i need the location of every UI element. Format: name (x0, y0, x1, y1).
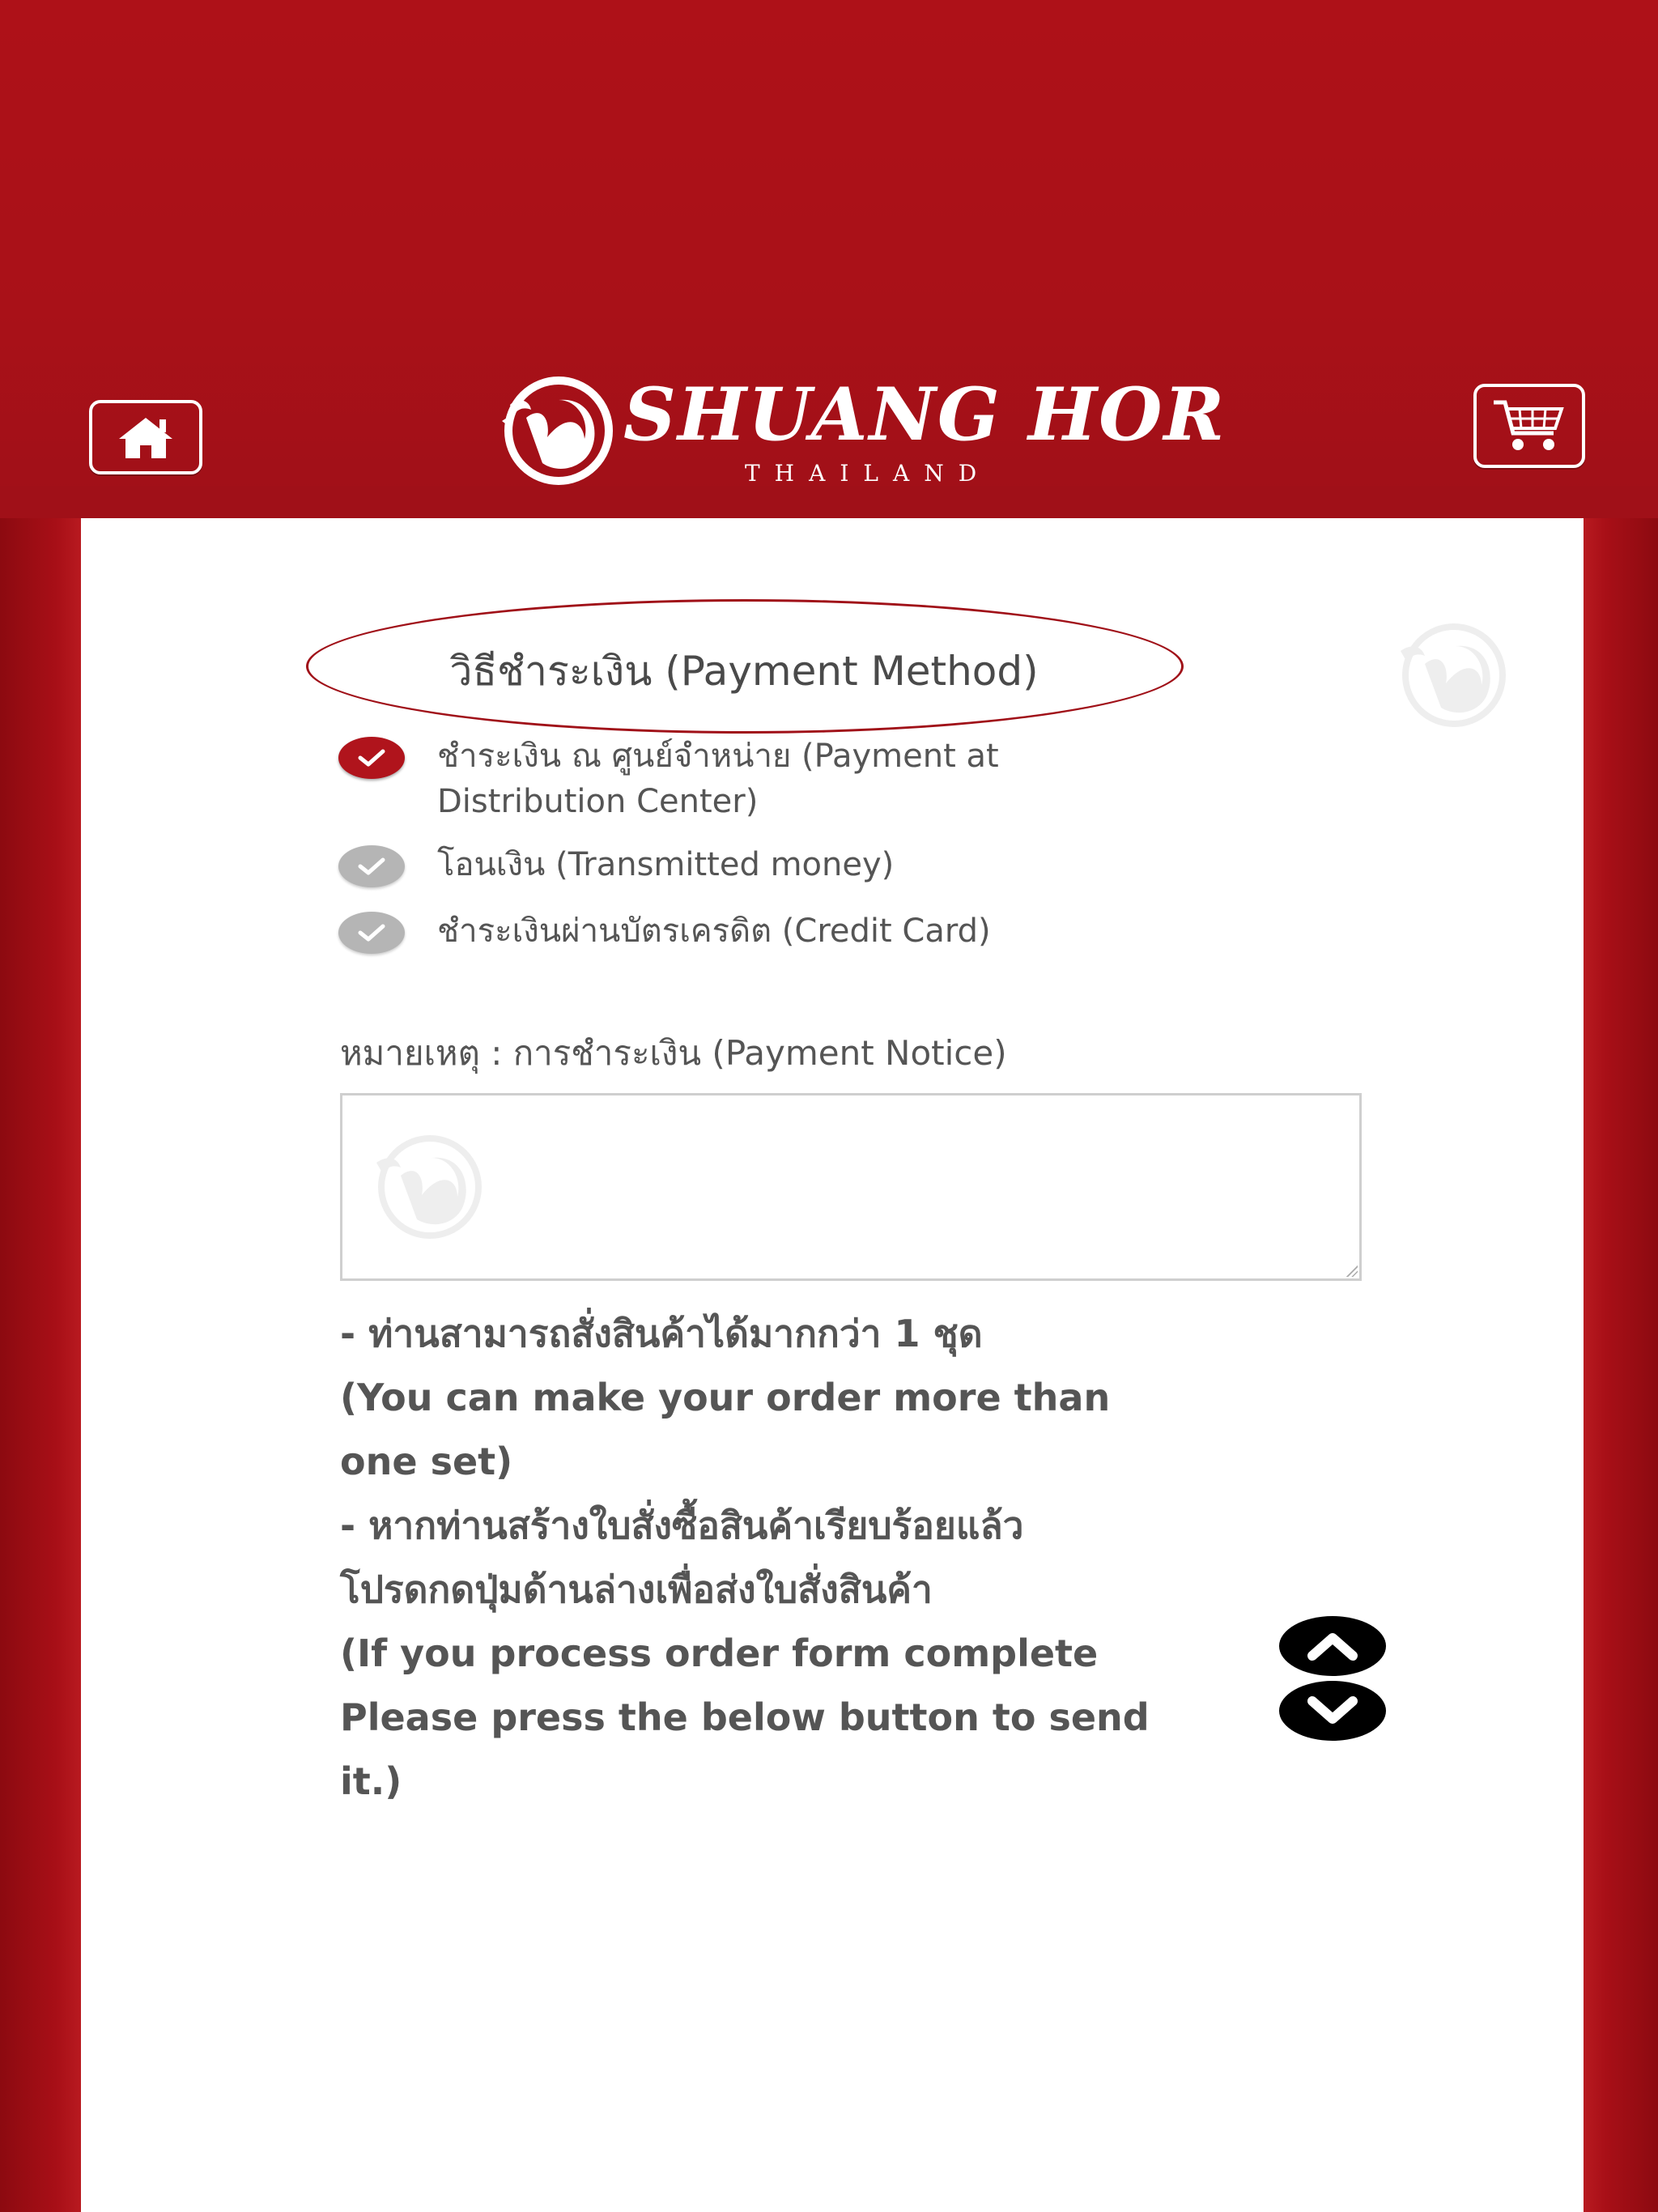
home-button[interactable] (89, 400, 202, 474)
instruction-line: (You can make your order more than (340, 1376, 1111, 1419)
instruction-line: โปรดกดปุ่มด้านล่างเพื่อส่งใบสั่งสินค้า (340, 1568, 933, 1611)
check-circle-icon[interactable] (338, 845, 405, 887)
logo-watermark-icon (368, 1130, 482, 1244)
cart-button[interactable] (1473, 384, 1585, 468)
payment-notice-label: หมายเหตุ : การชำระเงิน (Payment Notice) (340, 1033, 1007, 1073)
brand-subtitle: THAILAND (745, 460, 992, 487)
payment-option-distribution-center[interactable] (338, 734, 1391, 824)
right-border (1584, 518, 1658, 2212)
check-circle-icon[interactable] (338, 737, 405, 779)
instruction-line: - หากท่านสร้างใบสั่งซื้อสินค้าเรียบร้อยแล้ว (340, 1504, 1024, 1547)
instruction-line: - ท่านสามารถสั่งสินค้าได้มากกว่า 1 ชุด (340, 1312, 983, 1355)
instruction-line: one set) (340, 1440, 513, 1483)
payment-method-title: วิธีชำระเงิน (Payment Method) (449, 648, 1039, 695)
resize-grip-icon[interactable] (1346, 1266, 1358, 1277)
shopping-cart-icon (1490, 398, 1568, 454)
left-border (0, 518, 81, 2212)
chevron-down-icon (1304, 1695, 1361, 1727)
payment-option-transfer[interactable] (338, 842, 1391, 887)
instruction-line: it.) (340, 1759, 402, 1803)
instruction-line: (If you process order form complete (340, 1631, 1099, 1675)
payment-notice-textarea[interactable] (340, 1093, 1362, 1281)
order-instructions (340, 1302, 1392, 1814)
phoenix-logo-icon (494, 372, 615, 486)
payment-option-credit-card[interactable] (338, 908, 1391, 954)
payment-option-label: ชำระเงิน ณ ศูนย์จำหน่าย (Payment at Distribution Center) (437, 738, 999, 820)
chevron-up-icon (1304, 1630, 1361, 1662)
scroll-up-button[interactable] (1279, 1616, 1386, 1676)
check-circle-icon[interactable] (338, 912, 405, 954)
brand-name: SHUANG HOR (623, 372, 1226, 457)
payment-option-label: โอนเงิน (Transmitted money) (437, 846, 895, 883)
payment-option-label: ชำระเงินผ่านบัตรเครดิต (Credit Card) (437, 912, 991, 950)
instruction-line: Please press the below button to send (340, 1695, 1150, 1739)
logo-watermark-icon (1392, 619, 1506, 732)
home-icon (116, 415, 176, 460)
scroll-down-button[interactable] (1279, 1681, 1386, 1741)
